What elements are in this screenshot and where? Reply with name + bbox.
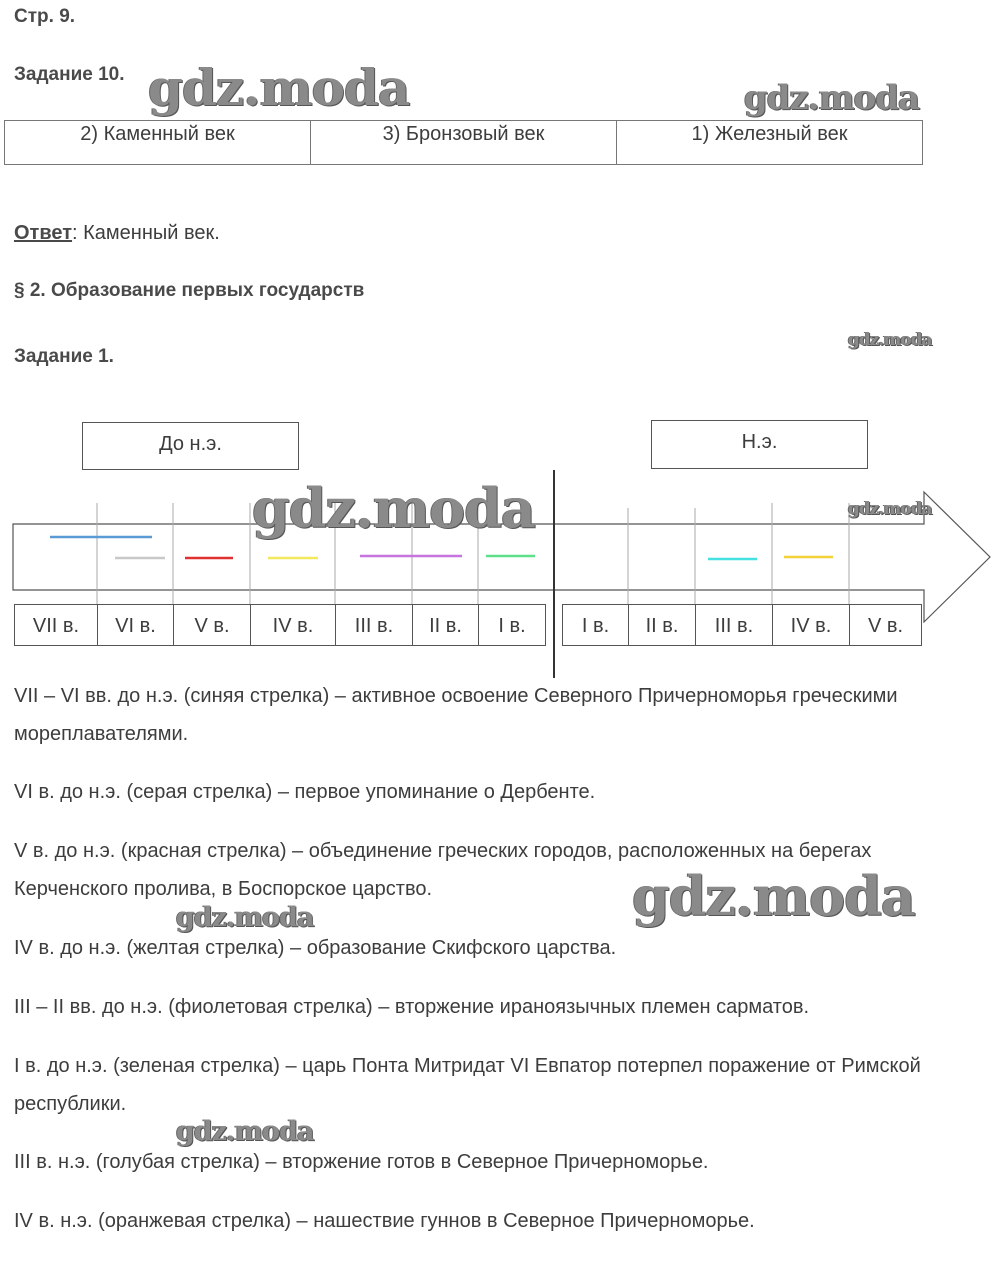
task1-title: Задание 1. [14, 346, 114, 367]
ages-cell: 1) Железный век [617, 121, 923, 165]
section-title: § 2. Образование первых государств [14, 280, 365, 301]
century-cell: II в. [412, 604, 479, 646]
century-cell: II в. [628, 604, 696, 646]
century-cell: III в. [335, 604, 413, 646]
century-cell: VI в. [97, 604, 174, 646]
century-cell: III в. [695, 604, 773, 646]
event-item: IV в. до н.э. (желтая стрелка) – образование Скифского царства. [14, 937, 617, 959]
ages-cell: 3) Бронзовый век [311, 121, 617, 165]
watermark: gdz.moda [252, 476, 535, 540]
page-reference: Стр. 9. [14, 6, 76, 27]
century-cell: V в. [173, 604, 251, 646]
event-item: III в. н.э. (голубая стрелка) – вторжение готов в Северное Причерноморье. [14, 1151, 709, 1173]
watermark: gdz.moda [848, 499, 932, 519]
bc-label-box: До н.э. [82, 422, 299, 470]
watermark: gdz.moda [744, 78, 920, 118]
event-item: V в. до н.э. (красная стрелка) – объединение греческих городов, расположенных на берегах Керченского пролива, в Боспорское царство. [14, 840, 872, 900]
watermark: gdz.moda [848, 330, 932, 350]
century-cell: I в. [478, 604, 546, 646]
answer-text: : Каменный век. [72, 222, 220, 244]
century-cell: V в. [849, 604, 922, 646]
event-item: VI в. до н.э. (серая стрелка) – первое упоминание о Дербенте. [14, 781, 596, 803]
watermark: gdz.moda [632, 864, 915, 928]
task10-title: Задание 10. [14, 64, 125, 85]
century-cell: I в. [562, 604, 629, 646]
century-cell: IV в. [250, 604, 336, 646]
watermark: gdz.moda [176, 1116, 314, 1147]
event-item: III – II вв. до н.э. (фиолетовая стрелка) – вторжение ираноязычных племен сарматов. [14, 996, 810, 1018]
century-cell: VII в. [14, 604, 98, 646]
watermark: gdz.moda [148, 58, 410, 117]
event-item: VII – VI вв. до н.э. (синяя стрелка) – активное освоение Северного Причерноморья греческими мореплавателями. [14, 685, 898, 745]
event-item: I в. до н.э. (зеленая стрелка) – царь Понта Митридат VI Евпатор потерпел поражение от Римской республики. [14, 1055, 921, 1115]
ages-cell: 2) Каменный век [5, 121, 311, 165]
ad-label-box: Н.э. [651, 420, 868, 469]
answer-label: Ответ [14, 222, 73, 244]
century-cell: IV в. [772, 604, 850, 646]
watermark: gdz.moda [176, 902, 314, 933]
event-item: IV в. н.э. (оранжевая стрелка) – нашествие гуннов в Северное Причерноморье. [14, 1210, 755, 1232]
